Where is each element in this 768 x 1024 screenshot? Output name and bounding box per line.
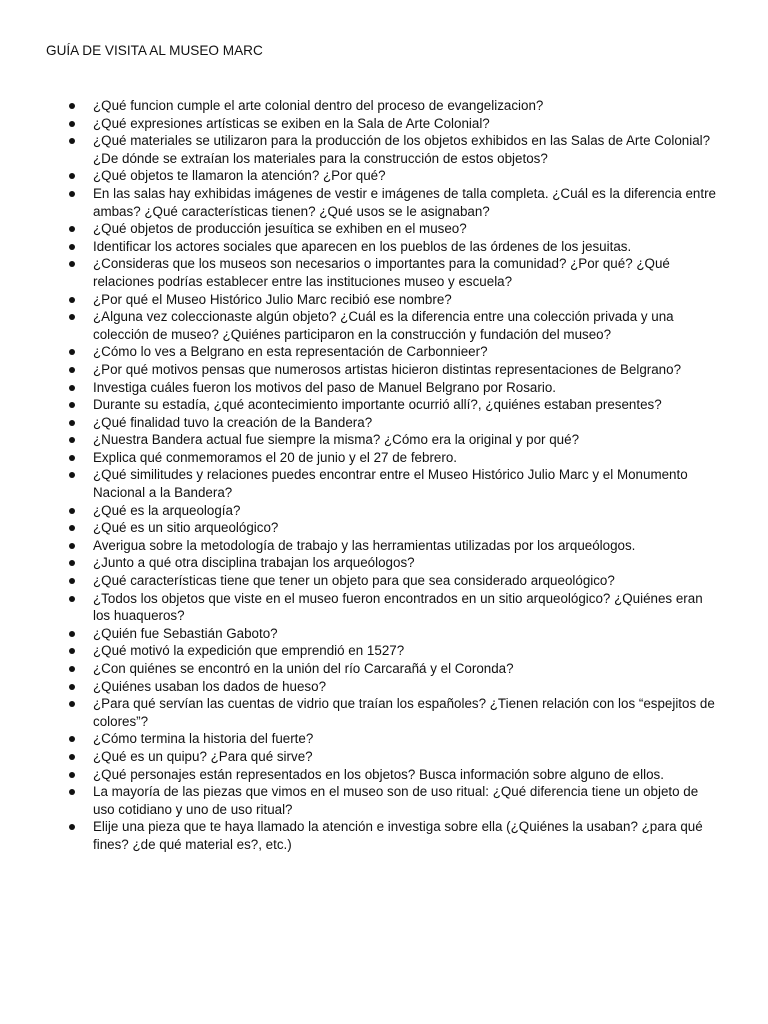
question-text: ¿Consideras que los museos son necesarios o importantes para la comunidad? ¿Por qué? ¿Qué relaciones podrías establecer entre las instituciones museo y escuela? (93, 256, 670, 289)
bullet-icon (69, 631, 75, 637)
bullet-icon (69, 385, 75, 391)
question-text: ¿Qué funcion cumple el arte colonial dentro del proceso de evangelizacion? (93, 98, 544, 113)
question-text: ¿Qué es la arqueología? (93, 502, 241, 518)
question-item (93, 255, 723, 290)
question-text: ¿Qué similitudes y relaciones puedes encontrar entre el Museo Histórico Julio Marc y el Monumento Nacional a la Bandera? (93, 467, 688, 501)
bullet-icon (69, 297, 75, 303)
question-text: ¿Todos los objetos que viste en el museo fueron encontrados en un sitio arqueológico? ¿Quiénes eran los huaqueros? (93, 590, 703, 624)
bullet-icon (69, 525, 75, 531)
question-text: ¿Quién fue Sebastián Gaboto? (93, 625, 278, 641)
question-text: ¿Qué características tiene que tener un objeto para que sea considerado arqueológico? (93, 573, 615, 589)
question-item (93, 554, 723, 572)
question-item (93, 466, 723, 501)
bullet-icon (69, 824, 75, 830)
question-text: Identificar los actores sociales que aparecen en los pueblos de las órdenes de los jesuitas. (93, 238, 632, 254)
bullet-icon (69, 684, 75, 690)
bullet-icon (69, 508, 75, 514)
question-text: ¿Qué motivó la expedición que emprendió en 1527? (93, 643, 405, 659)
question-text: ¿Por qué motivos pensas que numerosos artistas hicieron distintas representaciones de Belgrano? (93, 361, 682, 377)
bullet-icon (69, 314, 75, 320)
bullet-icon (69, 754, 75, 760)
question-text: ¿Qué materiales se utilizaron para la producción de los objetos exhibidos en las Salas de Arte Colonial? ¿De dónde se extraían los materiales para la construcción de estos objetos? (93, 133, 711, 166)
question-item (93, 431, 723, 449)
question-item (93, 97, 723, 115)
question-text: Durante su estadía, ¿qué acontecimiento importante ocurrió allí?, ¿quiénes estaban presentes? (93, 397, 662, 413)
question-item (93, 220, 723, 238)
bullet-icon (69, 543, 75, 549)
question-text: ¿Con quiénes se encontró en la unión del río Carcarañá y el Coronda? (93, 661, 514, 676)
bullet-icon (69, 349, 75, 355)
question-item (93, 625, 723, 643)
question-text: Elije una pieza que te haya llamado la atención e investiga sobre ella (¿Quiénes la usaban? ¿para qué fines? ¿de qué material es?, etc.) (93, 819, 703, 852)
question-text: ¿Nuestra Bandera actual fue siempre la misma? ¿Cómo era la original y por qué? (93, 432, 580, 448)
question-item (93, 748, 723, 766)
bullet-icon (69, 121, 75, 127)
question-item (93, 660, 723, 678)
bullet-icon (69, 455, 75, 461)
question-text: ¿Junto a qué otra disciplina trabajan los arqueólogos? (93, 555, 415, 571)
question-item (93, 642, 723, 660)
question-text: ¿Qué es un quipu? ¿Para qué sirve? (93, 748, 313, 764)
bullet-icon (69, 244, 75, 250)
bullet-icon (69, 666, 75, 672)
bullet-icon (69, 596, 75, 602)
bullet-icon (69, 437, 75, 443)
bullet-icon (69, 420, 75, 426)
bullet-icon (69, 472, 75, 478)
question-list (93, 97, 723, 854)
bullet-icon (69, 701, 75, 707)
question-item (93, 115, 723, 133)
bullet-icon (69, 578, 75, 584)
question-item (93, 449, 723, 467)
question-text: Explica qué conmemoramos el 20 de junio y el 27 de febrero. (93, 449, 457, 465)
question-text: ¿Cómo termina la historia del fuerte? (93, 731, 314, 747)
question-item (93, 766, 723, 784)
question-text: ¿Qué es un sitio arqueológico? (93, 520, 279, 536)
bullet-icon (69, 138, 75, 144)
bullet-icon (69, 191, 75, 197)
question-text: ¿Qué finalidad tuvo la creación de la Bandera? (93, 414, 373, 430)
question-item (93, 167, 723, 185)
bullet-icon (69, 226, 75, 232)
question-item (93, 572, 723, 590)
bullet-icon (69, 772, 75, 778)
question-text: ¿Por qué el Museo Histórico Julio Marc recibió ese nombre? (93, 291, 452, 307)
question-text: ¿Quiénes usaban los dados de hueso? (93, 678, 327, 694)
question-item (93, 361, 723, 379)
question-item (93, 818, 723, 853)
question-item (93, 379, 723, 397)
question-item (93, 291, 723, 309)
question-text: ¿Qué expresiones artísticas se exiben en la Sala de Arte Colonial? (93, 115, 490, 131)
question-text: ¿Para qué servían las cuentas de vidrio que traían los españoles? ¿Tienen relación con los “espejitos de colores”? (93, 696, 715, 729)
bullet-icon (69, 367, 75, 373)
question-text: Averigua sobre la metodología de trabajo y las herramientas utilizadas por los arqueólogos. (93, 537, 636, 553)
question-item (93, 396, 723, 414)
document-title: GUÍA DE VISITA AL MUSEO MARC (46, 43, 263, 58)
question-item (93, 730, 723, 748)
bullet-icon (69, 402, 75, 408)
bullet-icon (69, 789, 75, 795)
question-item (93, 678, 723, 696)
question-text: Investiga cuáles fueron los motivos del paso de Manuel Belgrano por Rosario. (93, 379, 556, 395)
question-item (93, 414, 723, 432)
bullet-icon (69, 648, 75, 654)
question-text: ¿Qué personajes están representados en los objetos? Busca información sobre alguno de ellos. (93, 766, 664, 782)
question-item (93, 502, 723, 520)
question-item (93, 590, 723, 625)
bullet-icon (69, 261, 75, 267)
bullet-icon (69, 173, 75, 179)
question-text: ¿Alguna vez coleccionaste algún objeto? ¿Cuál es la diferencia entre una colección privada y una colección de museo? ¿Quiénes participaron en la construcción y fundación del museo? (93, 309, 674, 342)
question-text: ¿Qué objetos te llamaron la atención? ¿Por qué? (93, 168, 386, 184)
question-item (93, 185, 723, 220)
question-item (93, 238, 723, 256)
bullet-icon (69, 560, 75, 566)
bullet-icon (69, 103, 75, 109)
question-item (93, 783, 723, 818)
bullet-icon (69, 736, 75, 742)
question-item (93, 519, 723, 537)
question-item (93, 308, 723, 343)
question-item (93, 343, 723, 361)
question-item (93, 537, 723, 555)
question-text: La mayoría de las piezas que vimos en el museo son de uso ritual: ¿Qué diferencia tiene un objeto de uso cotidiano y uno de uso ritual? (93, 784, 699, 817)
question-item (93, 695, 723, 730)
question-item (93, 132, 723, 167)
question-text: ¿Cómo lo ves a Belgrano en esta representación de Carbonnieer? (93, 344, 488, 360)
question-text: En las salas hay exhibidas imágenes de vestir e imágenes de talla completa. ¿Cuál es la diferencia entre ambas? ¿Qué características tienen? ¿Qué usos se le asignaban? (93, 185, 717, 219)
question-text: ¿Qué objetos de producción jesuítica se exhiben en el museo? (93, 221, 467, 237)
